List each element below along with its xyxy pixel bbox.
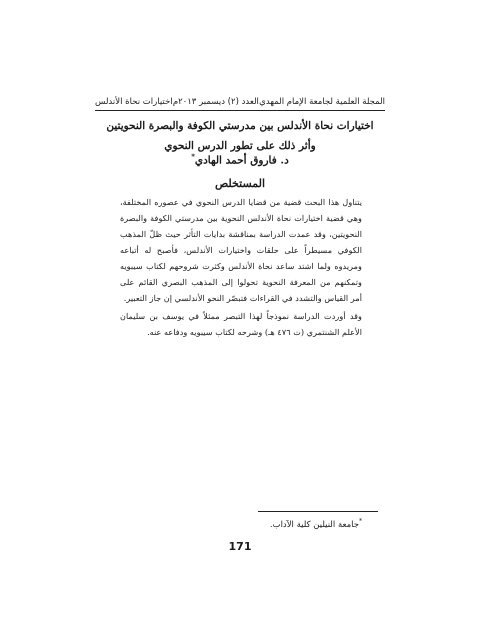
footnote-separator (258, 511, 378, 512)
running-head-journal: المجلة العلمية لجامعة الإمام المهدي (259, 97, 385, 107)
abstract-body (120, 194, 362, 340)
running-head-issue: العدد (٢) ديسمبر ٢٠١٣م (172, 97, 259, 107)
running-head (95, 96, 385, 111)
running-head-topic: اختيارات نحاة الأندلس (95, 97, 173, 107)
abstract-heading: المستخلص (214, 177, 266, 190)
author-footnote-marker: * (191, 152, 195, 161)
paper-title-line-1: اختيارات نحاة الأندلس بين مدرستي الكوفة والبصرة النحويتين (106, 120, 374, 132)
paper-title-line-2: وأثر ذلك على تطور الدرس النحوي (164, 140, 316, 152)
author-name: د. فاروق أحمد الهادي (194, 154, 289, 167)
page-number: 171 (228, 540, 252, 553)
author-line (60, 152, 420, 167)
paper-title (60, 116, 420, 156)
footnote-marker: * (359, 518, 362, 525)
footnote (270, 518, 362, 530)
footnote-text: جامعة النيلين كلية الآداب. (269, 519, 359, 530)
abstract-paragraph-1: يتناول هذا البحث قضية من قضايا الدرس النحوي في عصوره المختلفة، وهي قضية اختيارات نحاة الأندلس النحوية بين مدرستي الكوفة والبصرة النحويتين، وقد عمدت الدراسة بمناقشة بدايات التأثر حيث ظلّ المذهب الكوفي مسيطراً على حلقات واختيارات الأندلس، فأصبح له أتباعه ومريدوه ولما اشتد ساعد نحاة الأندلس وكثرت شروحهم لكتاب سيبويه وتمكنهم من المعرفة النحوية تحولوا إلى المذهب البصري القائم على أمر القياس والتشدد في القراءات فتبصّر النحو الأندلسي إن جاز التعبير. (120, 197, 362, 303)
abstract-paragraph-2: وقد أوردت الدراسة نموذجاً لهذا التبصر ممثلاً في يوسف بن سليمان الأعلم الشنتمري (ت ٤٧٦ هـ) وشرحه لكتاب سيبويه ودفاعه عنه. (120, 311, 362, 337)
